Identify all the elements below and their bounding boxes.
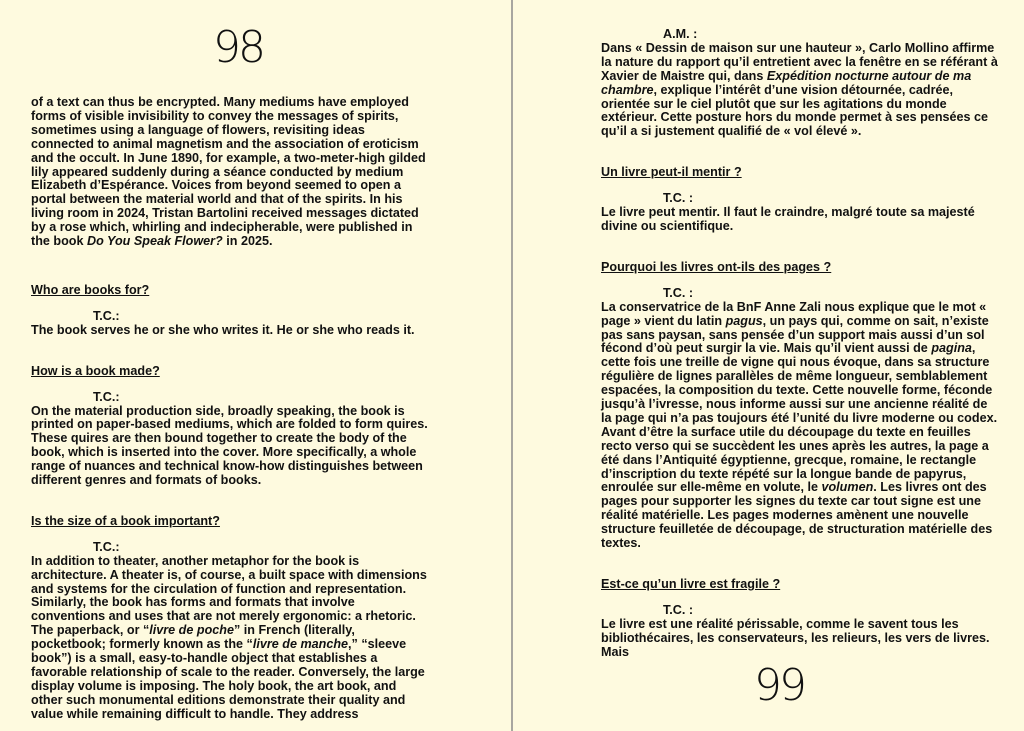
- question-heading: Is the size of a book important?: [31, 513, 220, 528]
- question-heading: Pourquoi les livres ont-ils des pages ?: [601, 259, 832, 274]
- speaker-label: A.M. :: [663, 27, 698, 41]
- speaker-label: T.C. :: [663, 285, 694, 300]
- question-heading: Un livre peut-il mentir ?: [601, 165, 742, 180]
- page-number: 98: [213, 22, 263, 73]
- intro-paragraph: of a text can thus be encrypted. Many mediums have employed forms of visible invisibility to convey the messages of spirits, sometimes using a language of flowers, revisiting ideas connected to animal magnetism and the association of eroticism and the occult. In June 1890, for example, a two-meter-high gilded lily appeared suddenly during a séance conducted by medium Elizabeth d’Espérance. Voices from beyond seemed to open a portal between the material world and that of the spirits. In his living room in 2024, Tristan Bartolini received messages dictated by a rose which, whirling and indecipherable, were published in the book Do You Speak Flower? in 2025.: [31, 95, 426, 249]
- answer-paragraph: On the material production side, broadly speaking, the book is printed on paper-based mediums, which are folded to form quires. These quires are then bound together to create the body of the book, which is inserted into the cover. More specifically, a whole range of nuances and technical know-how distinguishes between different genres and formats of books.: [31, 403, 428, 488]
- question-heading: Est-ce qu’un livre est fragile ?: [601, 577, 781, 591]
- left-page: [0, 0, 511, 731]
- question-heading: Who are books for?: [31, 282, 150, 297]
- intro-paragraph: Dans « Dessin de maison sur une hauteur », Carlo Mollino affirme la nature du rapport qu’il entretient avec la fenêtre en se référant à Xavier de Maistre qui, dans Expédition nocturne autour de ma chambre, explique l’intérêt d’une vision détournée, cadrée, orientée sur le ciel plutôt que sur les agitations du monde extérieur. Cette posture hors du monde permet à ses pensées ce qu’il a si justement qualifié de « vol élevé ».: [601, 40, 998, 139]
- answer-paragraph: La conservatrice de la BnF Anne Zali nous explique que le mot « page » vient du latin pagus, un pays qui, comme on sait, n’existe pas sans paysan, sans pensée d’un support mais aussi d’un sol fécond d’où peut surgir la vie. Mais qu’il vient aussi de pagina, cette fois une treille de vigne qui nous évoque, dans sa structure régulière de lignes parallèles de même longueur, semblablement espacées, la composition du texte. Cette nouvelle forme, féconde jusqu’à l’ivresse, nous informe aussi sur une ancienne réalité de la page qui n’a pas toujours été l’unité du livre moderne ou codex. Avant d’être la surface utile du découpage du texte en feuilles recto verso qui se succèdent les unes après les autres, la page a été dans l’Antiquité égyptienne, grecque, romaine, le rectangle d’inscription du texte répété sur la longue bande de papyrus, enroulée sur elle-même en volute, le volumen. Les livres ont des pages pour supporter les signes du texte car tout signe est une réalité matérielle. Les pages modernes amènent une nouvelle structure feuilletée de découpage, de structuration matérielle des textes.: [601, 299, 998, 551]
- speaker-label: T.C.:: [93, 308, 120, 323]
- speaker-label: T.C.:: [93, 389, 120, 404]
- speaker-label: T.C. :: [663, 602, 694, 617]
- question-heading: How is a book made?: [31, 363, 160, 378]
- page-number: 99: [754, 660, 804, 711]
- right-page: [513, 0, 1024, 731]
- answer-paragraph: Le livre peut mentir. Il faut le craindre, malgré toute sa majesté divine ou scientifique.: [601, 205, 975, 233]
- answer-paragraph: The book serves he or she who writes it. He or she who reads it.: [31, 322, 415, 337]
- answer-paragraph: Le livre est une réalité périssable, comme le savent tous les bibliothécaires, les conservateurs, les relieurs, les vers de livres. Mais: [601, 616, 990, 659]
- answer-paragraph: In addition to theater, another metaphor for the book is architecture. A theater is, of course, a built space with dimensions and systems for the circulation of function and representation. Similarly, the book has forms and formats that involve conventions and uses that are not merely ergonomic: a rhetoric. The paperback, or “livre de poche” in French (literally, pocketbook; formerly known as the “livre de manche,” “sleeve book”) is a small, easy-to-handle object that establishes a favorable relationship of scale to the reader. Conversely, the large display volume is imposing. The holy book, the art book, and other such monumental editions demonstrate their quality and value while remaining difficult to handle. They address: [31, 553, 427, 721]
- speaker-label: T.C. :: [663, 191, 694, 206]
- page-body: [601, 28, 1001, 660]
- speaker-label: T.C.:: [93, 539, 120, 554]
- page-body: [31, 96, 431, 722]
